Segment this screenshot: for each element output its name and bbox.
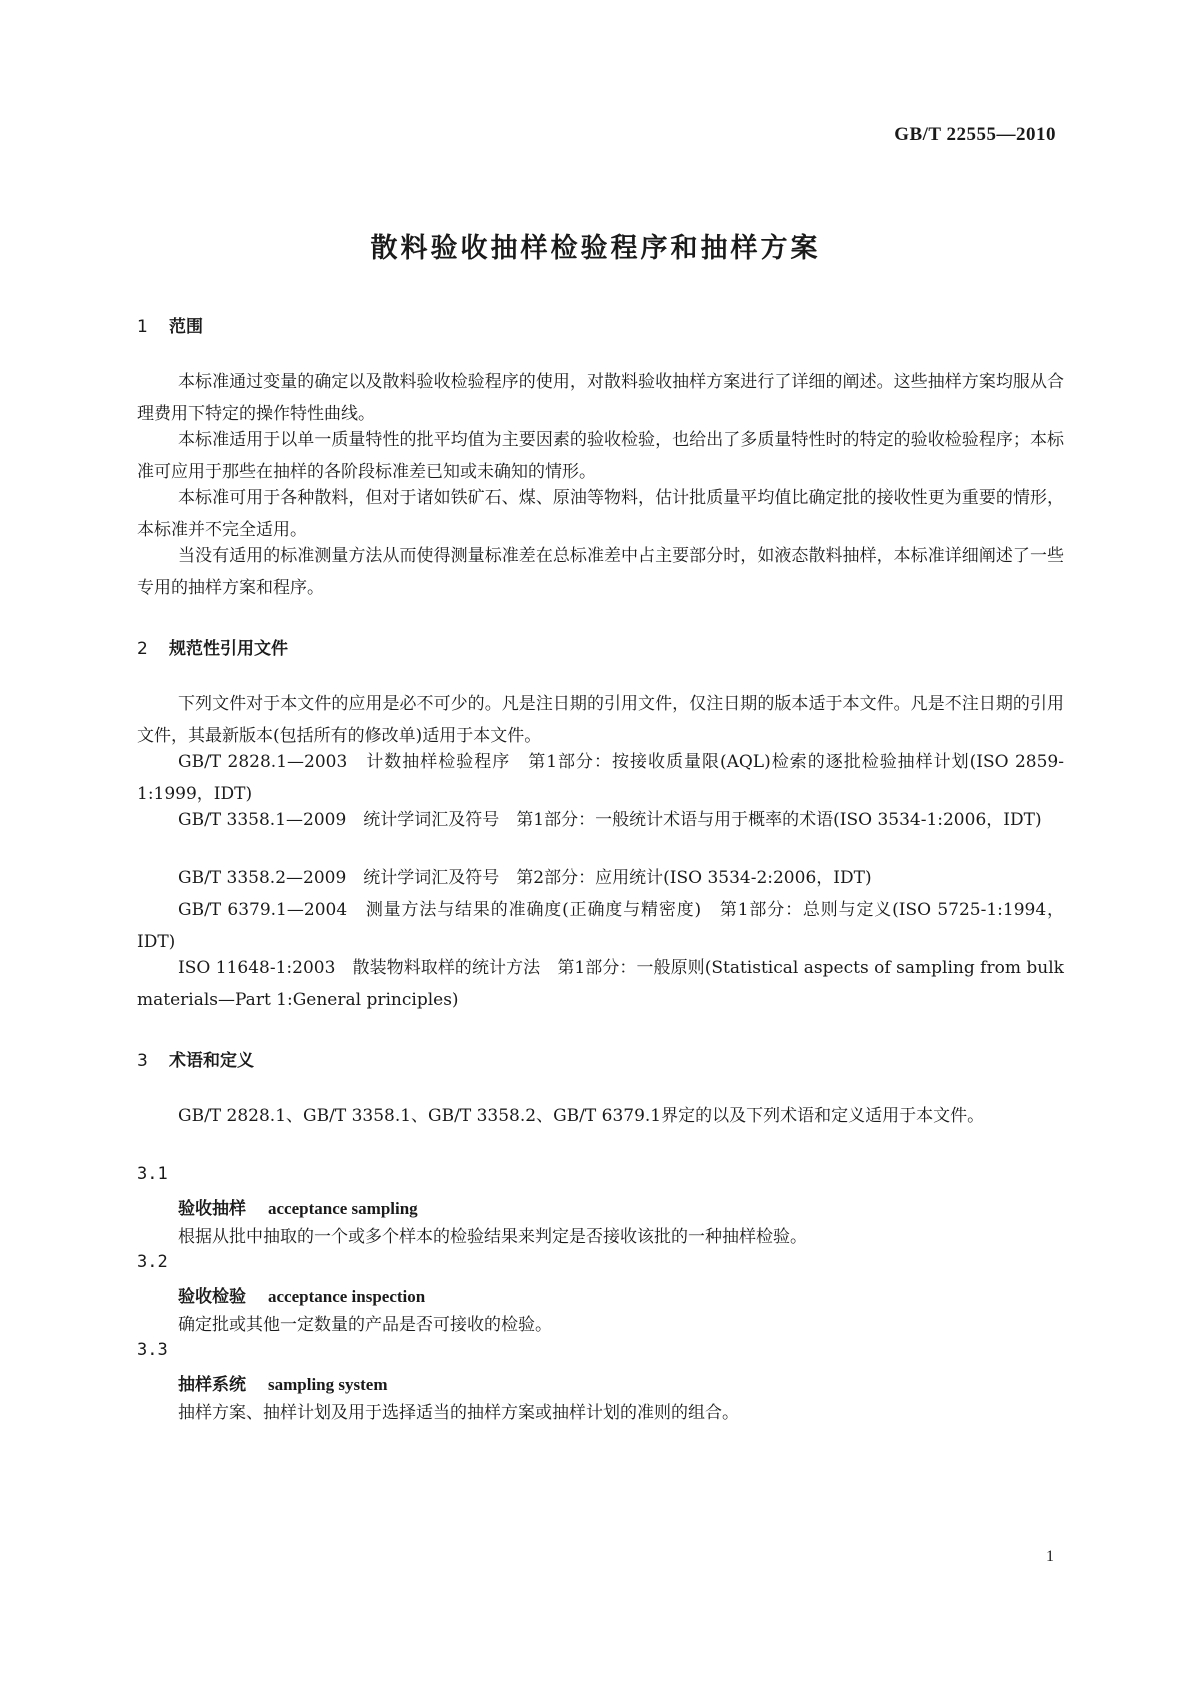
section-number: 2	[137, 639, 148, 659]
term-definition: 根据从批中抽取的一个或多个样本的检验结果来判定是否接收该批的一种抽样检验。	[178, 1227, 807, 1247]
scope-paragraph-4: 当没有适用的标准测量方法从而使得测量标准差在总标准差中占主要部分时，如液态散料抽样，本标准详细阐述了一些专用的抽样方案和程序。	[137, 546, 1064, 598]
term-number: 3.1	[137, 1164, 168, 1184]
standard-code: GB/T 22555—2010	[894, 124, 1056, 145]
reference-item: GB/T 2828.1—2003 计数抽样检验程序 第1部分：按接收质量限(AQL)检索的逐批检验抽样计划(ISO 2859-1:1999，IDT)	[137, 752, 1064, 804]
reference-item: ISO 11648-1:2003 散装物料取样的统计方法 第1部分：一般原则(Statistical aspects of sampling from bulk materials—Part 1:General principles)	[137, 958, 1064, 1010]
term-zh: 验收抽样	[178, 1199, 246, 1219]
section-number: 1	[137, 317, 148, 337]
scope-paragraph-3: 本标准可用于各种散料，但对于诸如铁矿石、煤、原油等物料，估计批质量平均值比确定批的接收性更为重要的情形，本标准并不完全适用。	[137, 488, 1064, 540]
section-3-heading	[137, 1046, 254, 1071]
term-definition: 抽样方案、抽样计划及用于选择适当的抽样方案或抽样计划的准则的组合。	[178, 1403, 739, 1423]
term-heading	[178, 1370, 387, 1395]
reference-item: GB/T 3358.2—2009 统计学词汇及符号 第2部分：应用统计(ISO 3534-2:2006，IDT)	[178, 868, 872, 888]
term-zh: 验收检验	[178, 1287, 246, 1307]
term-zh: 抽样系统	[178, 1375, 246, 1395]
reference-item: GB/T 3358.1—2009 统计学词汇及符号 第1部分：一般统计术语与用于概率的术语(ISO 3534-1:2006，IDT)	[178, 810, 1042, 830]
term-definition: 确定批或其他一定数量的产品是否可接收的检验。	[178, 1315, 552, 1335]
term-heading	[178, 1282, 425, 1307]
term-en: acceptance sampling	[268, 1199, 418, 1218]
page-number: 1	[1046, 1548, 1054, 1565]
section-2-heading	[137, 634, 288, 659]
terms-intro-paragraph: GB/T 2828.1、GB/T 3358.1、GB/T 3358.2、GB/T 6379.1界定的以及下列术语和定义适用于本文件。	[178, 1106, 985, 1126]
section-title: 规范性引用文件	[169, 639, 288, 659]
section-1-heading	[137, 312, 203, 337]
term-en: sampling system	[268, 1375, 388, 1394]
refs-intro-paragraph: 下列文件对于本文件的应用是必不可少的。凡是注日期的引用文件，仅注日期的版本适于本文件。凡是不注日期的引用文件，其最新版本(包括所有的修改单)适用于本文件。	[137, 694, 1064, 746]
section-number: 3	[137, 1051, 148, 1071]
section-title: 术语和定义	[169, 1051, 254, 1071]
term-number: 3.2	[137, 1252, 168, 1272]
section-title: 范围	[169, 317, 203, 337]
term-heading	[178, 1194, 418, 1219]
document-title: 散料验收抽样检验程序和抽样方案	[370, 233, 821, 264]
term-en: acceptance inspection	[268, 1287, 426, 1306]
scope-paragraph-1: 本标准通过变量的确定以及散料验收检验程序的使用，对散料验收抽样方案进行了详细的阐述。这些抽样方案均服从合理费用下特定的操作特性曲线。	[137, 372, 1064, 424]
term-number: 3.3	[137, 1340, 168, 1360]
reference-item: GB/T 6379.1—2004 测量方法与结果的准确度(正确度与精密度) 第1部分：总则与定义(ISO 5725-1:1994，IDT)	[137, 900, 1064, 952]
scope-paragraph-2: 本标准适用于以单一质量特性的批平均值为主要因素的验收检验，也给出了多质量特性时的特定的验收检验程序；本标准可应用于那些在抽样的各阶段标准差已知或未确知的情形。	[137, 430, 1064, 482]
